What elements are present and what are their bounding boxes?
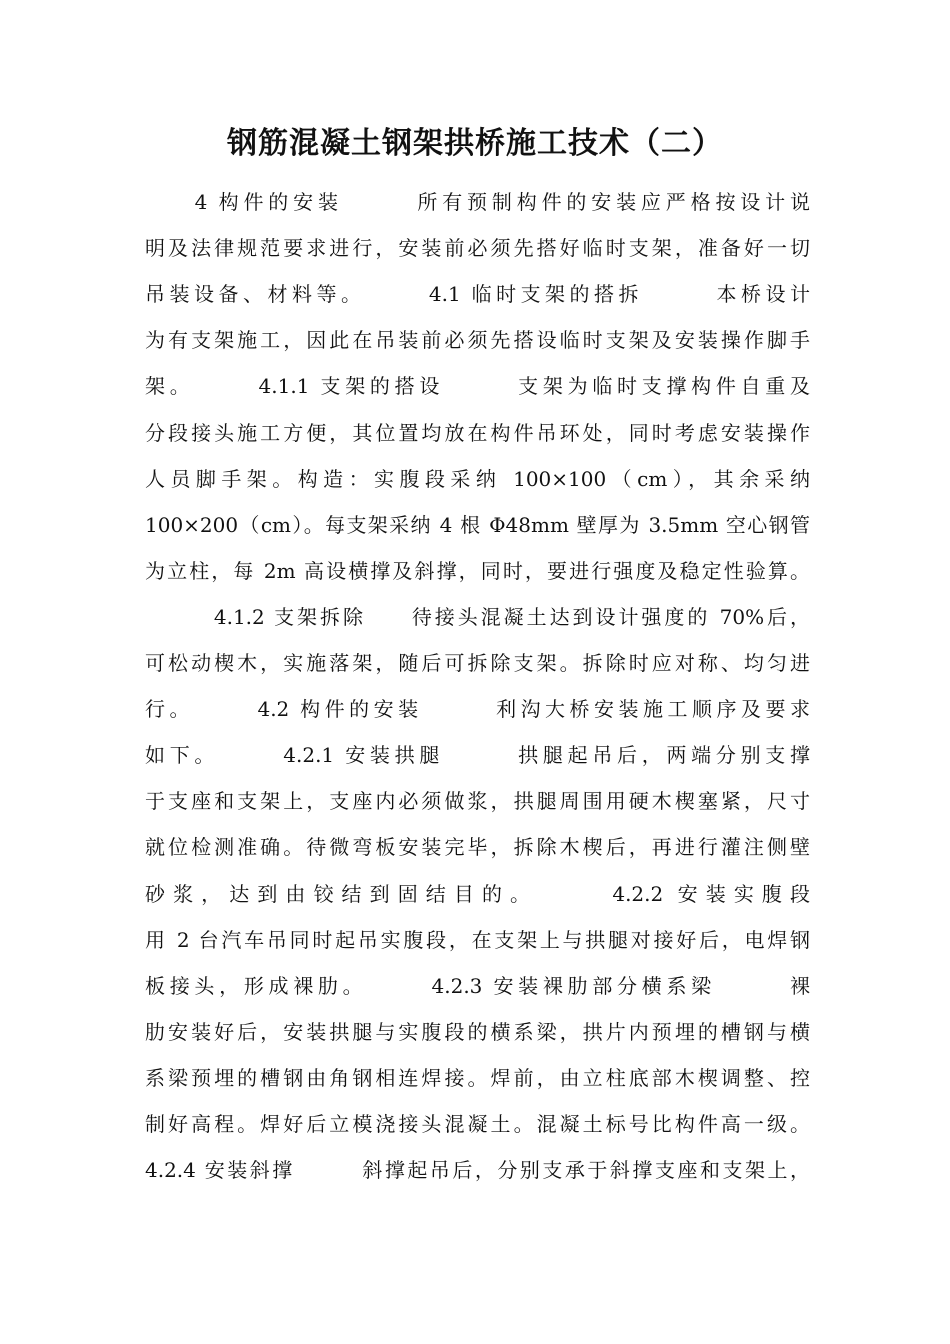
body-line: 4.2.4 安装斜撑 斜撑起吊后，分别支承于斜撑支座和支架上，: [145, 1158, 810, 1183]
body-line: 板接头，形成裸肋。 4.2.3 安装裸肋部分横系梁 裸: [145, 973, 810, 998]
body-line: 人员脚手架。构造：实腹段采纳 100×100（cm），其余采纳: [145, 466, 810, 491]
body-line: 如下。 4.2.1 安装拱腿 拱腿起吊后，两端分别支撑: [145, 743, 810, 768]
document-title: 钢筋混凝土钢架拱桥施工技术（二）: [227, 126, 723, 161]
body-line: 制好高程。焊好后立模浇接头混凝土。混凝土标号比构件高一级。: [145, 1112, 810, 1136]
body-line: 为立柱，每 2m 高设横撑及斜撑，同时，要进行强度及稳定性验算。: [145, 558, 810, 583]
body-line: 吊装设备、材料等。 4.1 临时支架的搭拆 本桥设计: [145, 282, 810, 307]
body-line: 分段接头施工方便，其位置均放在构件吊环处，同时考虑安装操作: [145, 420, 810, 445]
body-line: 砂浆，达到由铰结到固结目的。 4.2.2 安装实腹段: [145, 881, 810, 906]
body-line: 可松动楔木，实施落架，随后可拆除支架。拆除时应对称、均匀进: [145, 651, 810, 675]
body-line: 明及法律规范要求进行，安装前必须先搭好临时支架，准备好一切: [145, 236, 810, 261]
body-line: 行。 4.2 构件的安装 利沟大桥安装施工顺序及要求: [145, 697, 810, 722]
body-line: 为有支架施工，因此在吊装前必须先搭设临时支架及安装操作脚手: [145, 328, 810, 353]
body-line: 4 构件的安装 所有预制构件的安装应严格按设计说: [145, 190, 810, 214]
body-line: 100×200（cm）。每支架采纳 4 根 Φ48mm 壁厚为 3.5mm 空心钢管: [145, 512, 810, 537]
body-line: 系梁预埋的槽钢由角钢相连焊接。焊前，由立柱底部木楔调整、控: [145, 1065, 810, 1090]
body-line: 4.1.2 支架拆除 待接头混凝土达到设计强度的 70%后，: [145, 604, 810, 629]
body-line: 架。 4.1.1 支架的搭设 支架为临时支撑构件自重及: [145, 374, 810, 399]
body-line: 肋安装好后，安装拱腿与实腹段的横系梁，拱片内预埋的槽钢与横: [145, 1019, 810, 1044]
body-line: 用 2 台汽车吊同时起吊实腹段，在支架上与拱腿对接好后，电焊钢: [145, 927, 810, 952]
body-line: 于支座和支架上，支座内必须做浆，拱腿周围用硬木楔塞紧，尺寸: [145, 789, 810, 814]
body-line: 就位检测准确。待微弯板安装完毕，拆除木楔后，再进行灌注侧壁: [145, 835, 810, 860]
